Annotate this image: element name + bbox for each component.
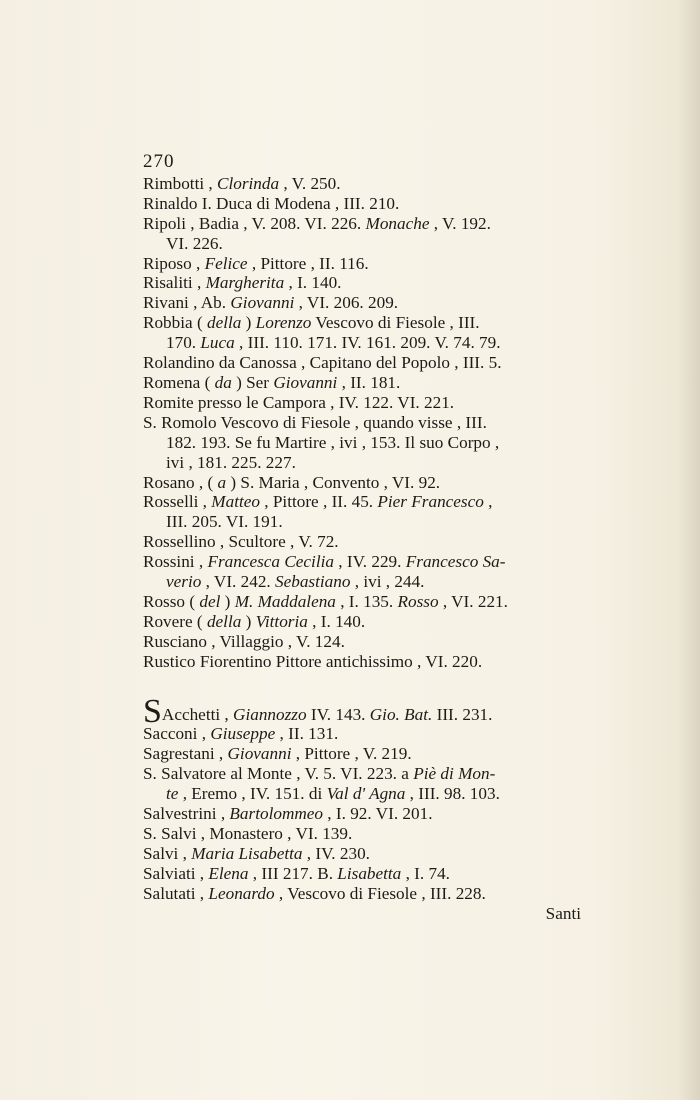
entry-line: Rivani , Ab. Giovanni , VI. 206. 209. xyxy=(143,293,399,313)
entry-line: Rosselli , Matteo , Pittore , II. 45. Pier Francesco , xyxy=(143,492,493,512)
index-entry xyxy=(143,804,593,824)
index-entry xyxy=(143,864,593,884)
index-entries-s xyxy=(143,692,593,904)
entry-line: Sagrestani , Giovanni , Pittore , V. 219. xyxy=(143,744,412,764)
entry-line: Riposo , Felice , Pittore , II. 116. xyxy=(143,253,369,273)
entry-line: Salutati , Leonardo , Vescovo di Fiesole , III. 228. xyxy=(143,883,486,903)
entry-line: Romite presso le Campora , IV. 122. VI. 221. xyxy=(143,392,455,412)
entry-continuation-line: 170. Luca , III. 110. 171. IV. 161. 209. V. 74. 79. xyxy=(166,333,501,353)
index-entry xyxy=(143,293,593,313)
entry-line: Risaliti , Margherita , I. 140. xyxy=(143,273,342,293)
entry-line: Robbia ( della ) Lorenzo Vescovo di Fiesole , III. xyxy=(143,313,480,333)
index-entry xyxy=(143,373,593,393)
index-entry xyxy=(143,652,593,672)
section-gap xyxy=(143,672,593,702)
index-entry xyxy=(143,592,593,612)
index-entry xyxy=(143,353,593,373)
entry-line: Rovere ( della ) Vittoria , I. 140. xyxy=(143,611,366,631)
entry-line: Rimbotti , Clorinda , V. 250. xyxy=(143,173,341,193)
index-entries-r xyxy=(143,174,593,672)
entry-line: Romena ( da ) Ser Giovanni , II. 181. xyxy=(143,372,401,392)
entry-line: S. Salvatore al Monte , V. 5. VI. 223. a Piè di Mon- xyxy=(143,764,496,784)
index-entry xyxy=(143,884,593,904)
index-entry xyxy=(143,552,593,592)
index-entry xyxy=(143,492,593,532)
entry-continuation-line: VI. 226. xyxy=(166,233,223,253)
page-number: 270 xyxy=(143,151,175,172)
entry-continuation-line: te , Eremo , IV. 151. di Val d' Agna , III. 98. 103. xyxy=(166,784,500,804)
entry-line: Rusciano , Villaggio , V. 124. xyxy=(143,631,345,651)
index-entry xyxy=(143,692,593,730)
index-entry xyxy=(143,473,593,493)
index-entry xyxy=(143,724,593,744)
index-entry xyxy=(143,393,593,413)
entry-line: Rosano , ( a ) S. Maria , Convento , VI. 92. xyxy=(143,472,441,492)
entry-line: Rossellino , Scultore , V. 72. xyxy=(143,532,339,552)
index-entry xyxy=(143,532,593,552)
entry-line: Rinaldo I. Duca di Modena , III. 210. xyxy=(143,193,400,213)
index-entry xyxy=(143,254,593,274)
index-entry xyxy=(143,194,593,214)
entry-line: S. Salvi , Monastero , VI. 139. xyxy=(143,824,353,843)
entry-line: Ripoli , Badia , V. 208. VI. 226. Monache , V. 192. xyxy=(143,213,491,233)
index-entry xyxy=(143,612,593,632)
index-entry xyxy=(143,632,593,652)
index-entry xyxy=(143,844,593,864)
entry-line: SAcchetti , Giannozzo IV. 143. Gio. Bat. III. 231. xyxy=(143,692,493,730)
index-entry xyxy=(143,313,593,353)
entry-line: Salvestrini , Bartolommeo , I. 92. VI. 201. xyxy=(143,804,433,824)
index-entry xyxy=(143,273,593,293)
entry-continuation-line: III. 205. VI. 191. xyxy=(166,512,283,532)
entry-line: Salvi , Maria Lisabetta , IV. 230. xyxy=(143,843,370,863)
entry-line: Rustico Fiorentino Pittore antichissimo , VI. 220. xyxy=(143,651,483,671)
entry-line: Rosso ( del ) M. Maddalena , I. 135. Rosso , VI. 221. xyxy=(143,591,508,611)
entry-line: Rolandino da Canossa , Capitano del Popolo , III. 5. xyxy=(143,353,502,373)
index-entry xyxy=(143,174,593,194)
entry-line: Salviati , Elena , III 217. B. Lisabetta , I. 74. xyxy=(143,863,450,883)
index-text-block xyxy=(143,152,593,924)
entry-line: Sacconi , Giuseppe , II. 131. xyxy=(143,724,339,744)
index-entry xyxy=(143,214,593,254)
entry-continuation-line: 182. 193. Se fu Martire , ivi , 153. Il suo Corpo , xyxy=(166,432,500,452)
index-entry xyxy=(143,413,593,473)
index-entry xyxy=(143,824,593,844)
entry-line: Rossini , Francesca Cecilia , IV. 229. Francesco Sa- xyxy=(143,552,506,572)
index-entry xyxy=(143,744,593,764)
entry-continuation-line: ivi , 181. 225. 227. xyxy=(166,452,296,472)
page-edge-shadow xyxy=(678,0,700,1100)
entry-line: S. Romolo Vescovo di Fiesole , quando visse , III. xyxy=(143,412,487,432)
index-entry xyxy=(143,764,593,804)
entry-continuation-line: verio , VI. 242. Sebastiano , ivi , 244. xyxy=(166,572,425,592)
catchword: Santi xyxy=(545,903,581,923)
